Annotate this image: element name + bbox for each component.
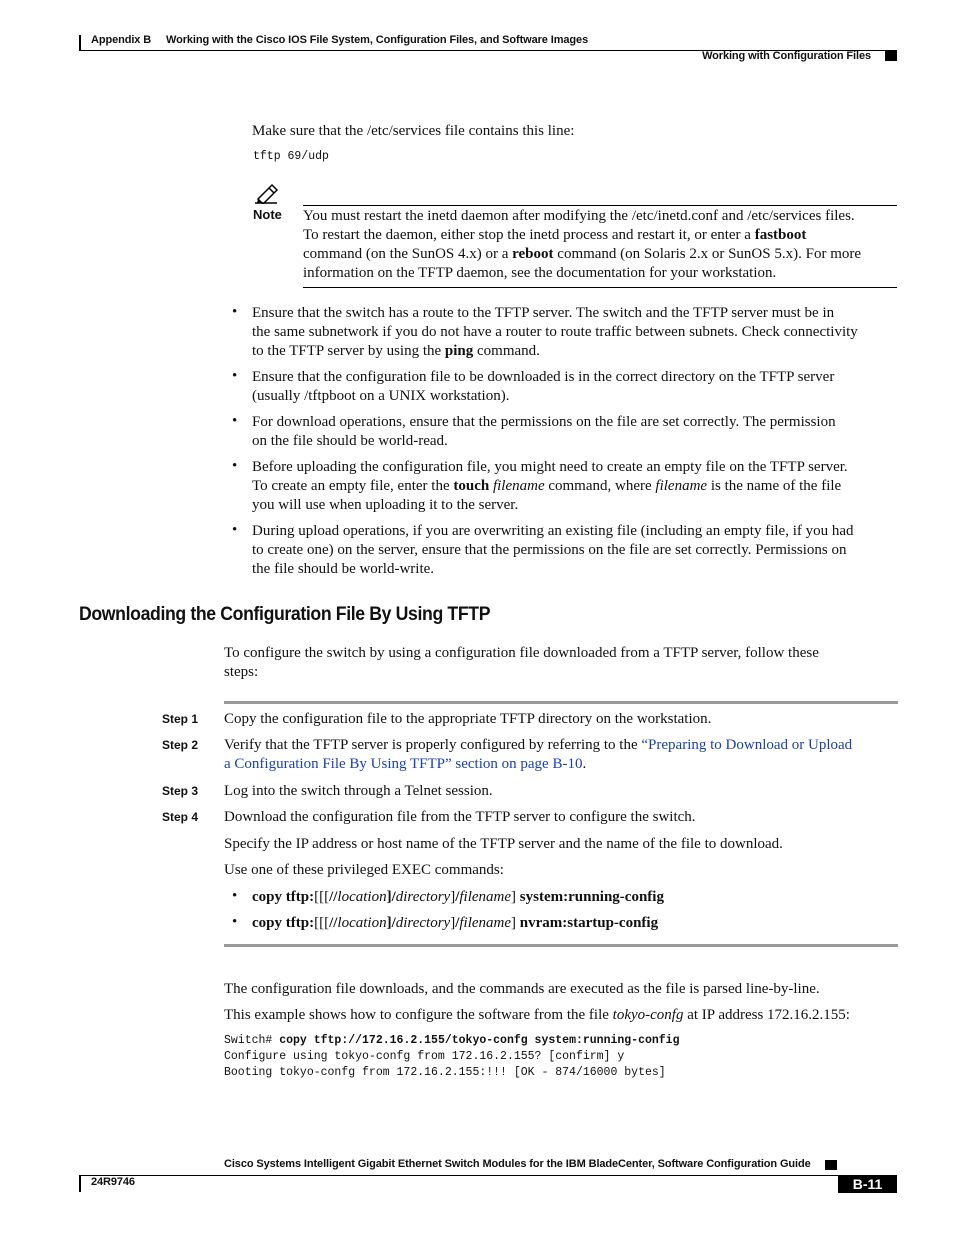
header-left-bar [79, 35, 81, 51]
header-section-marker [885, 51, 897, 61]
bullet-item-directory: Ensure that the configuration file to be downloaded is in the correct directory on the TFTP server (usually /tftpboot on a UNIX workstation). [252, 369, 835, 404]
note-pencil-icon [255, 182, 281, 204]
note-bottom-rule [303, 287, 897, 288]
footer-doc-number: 24R9746 [91, 1176, 135, 1188]
note-top-rule [303, 205, 897, 206]
example-line-3: Booting tokyo-confg from 172.16.2.155:!!! [OK - 874/16000 bytes] [224, 1066, 666, 1079]
step-4-text: Download the configuration file from the TFTP server to configure the switch. [224, 809, 696, 825]
after-paragraph-1: The configuration file downloads, and the commands are executed as the file is parsed line-by-line. [224, 981, 820, 997]
step-3-text: Log into the switch through a Telnet session. [224, 783, 493, 799]
footer-rule [79, 1175, 897, 1176]
xref-link-page-b10[interactable]: a Configuration File By Using TFTP” section on page B-10 [224, 756, 583, 772]
step-1-text: Copy the configuration file to the appropriate TFTP directory on the workstation. [224, 711, 712, 727]
example-line-2: Configure using tokyo-confg from 172.16.2.155? [confirm] y [224, 1050, 625, 1063]
footer-page-number: B-11 [852, 1176, 883, 1192]
command-startup-config: copy tftp:[[[//location]/directory]/filename] nvram:startup-config [252, 915, 659, 931]
note-label: Note [253, 207, 282, 222]
command-running-config: copy tftp:[[[//location]/directory]/filename] system:running-config [252, 889, 664, 905]
bullet-marker: • [232, 522, 238, 538]
example-line-1: Switch# copy tftp://172.16.2.155/tokyo-confg system:running-config [224, 1034, 680, 1047]
section-heading: Downloading the Configuration File By Using TFTP [79, 604, 491, 625]
bullet-marker: • [232, 458, 238, 474]
section-intro: To configure the switch by using a configuration file downloaded from a TFTP server, follow these steps: [224, 645, 819, 680]
note-line-4: information on the TFTP daemon, see the documentation for your workstation. [303, 265, 777, 281]
bullet-item-route: Ensure that the switch has a route to the TFTP server. The switch and the TFTP server must be in the same subnetwork if you do not have a router to route traffic between subnets. Check connectivity to the TFTP server by using the ping command. [252, 305, 858, 359]
steps-bottom-rule [224, 944, 898, 947]
intro-code: tftp 69/udp [253, 150, 329, 163]
header-section: Working with Configuration Files [702, 50, 871, 62]
step-2-label: Step 2 [162, 738, 199, 752]
header-chapter-title: Working with the Cisco IOS File System, Configuration Files, and Software Images [166, 34, 589, 46]
step-4-label: Step 4 [162, 810, 199, 824]
step-1-label: Step 1 [162, 712, 199, 726]
step-4-use-commands: Use one of these privileged EXEC commands: [224, 862, 504, 878]
header-appendix: Appendix B [91, 34, 152, 46]
note-body [303, 207, 903, 283]
steps-top-rule [224, 701, 898, 704]
footer-page-box-left-tick [825, 1160, 837, 1170]
bullet-marker: • [232, 888, 238, 904]
step-2-text: Verify that the TFTP server is properly configured by referring to the “Preparing to Download or Upload a Configuration File By Using TFTP” section on page B-10. [224, 737, 853, 772]
bullet-item-permissions-read: For download operations, ensure that the permissions on the file are set correctly. The permission on the file should be world-read. [252, 414, 836, 449]
xref-link-preparing[interactable]: “Preparing to Download or Upload [641, 737, 853, 753]
bullet-marker: • [232, 304, 238, 320]
bullet-item-empty-file: Before uploading the configuration file, you might need to create an empty file on the TFTP server. To create an empty file, enter the touch filename command, where filename is the name of the file you will use when uploading it to the server. [252, 459, 848, 513]
note-line-1: You must restart the inetd daemon after modifying the /etc/inetd.conf and /etc/services files. [303, 208, 855, 224]
step-3-label: Step 3 [162, 784, 199, 798]
footer-page-number-box [838, 1175, 897, 1193]
bullet-item-permissions-write: During upload operations, if you are overwriting an existing file (including an empty file, if you had to create one) on the server, ensure that the permissions on the file are set correctly. Permissions on the file should be world-write. [252, 523, 854, 577]
note-line-2: To restart the daemon, either stop the inetd process and restart it, or enter a fastboot [303, 227, 807, 243]
after-paragraph-2: This example shows how to configure the software from the file tokyo-confg at IP address 172.16.2.155: [224, 1007, 850, 1023]
intro-text: Make sure that the /etc/services file contains this line: [252, 123, 575, 139]
footer-left-bar [79, 1175, 81, 1192]
footer-title: Cisco Systems Intelligent Gigabit Ethernet Switch Modules for the IBM BladeCenter, Software Configuration Guide [224, 1158, 811, 1170]
note-line-3: command (on the SunOS 4.x) or a reboot command (on Solaris 2.x or SunOS 5.x). For more [303, 246, 862, 262]
bullet-marker: • [232, 914, 238, 930]
step-4-specify: Specify the IP address or host name of the TFTP server and the name of the file to download. [224, 836, 783, 852]
bullet-marker: • [232, 413, 238, 429]
bullet-marker: • [232, 368, 238, 384]
